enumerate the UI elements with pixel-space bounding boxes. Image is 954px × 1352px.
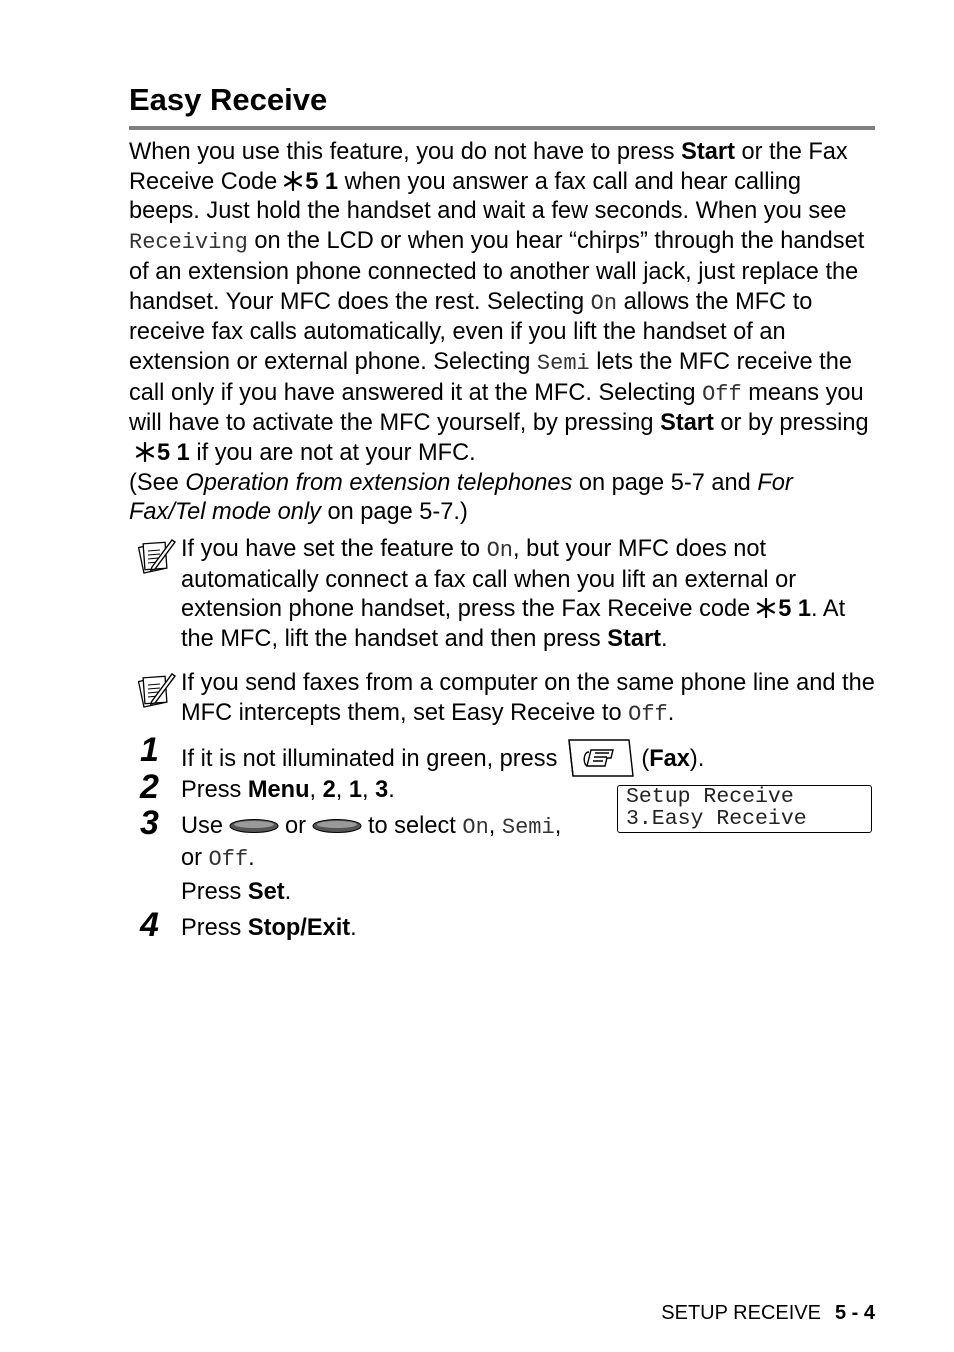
intro-paragraph: When you use this feature, you do not have to press Start or the Fax Receive Code 5 1 when you answer a fax call and hear calling beeps. Just hold the handset and wait a few seconds. When you see Receiving on the LCD or when you hear “chirps” through the handset of an extension phone connected to another wall jack, just replace the handset. Your MFC does the rest. Selecting On allows the MFC to receive fax calls automatically, even if you lift the handset of an extension or external phone. Selecting Semi lets the MFC receive the call only if you have answered it at the MFC. Selecting Off means you will have to activate the MFC yourself, by pressing Start or by pressing5 1 if you are not at your MFC. (See Operation from extension telephones on page 5-7 and For Fax/Tel mode only on page 5-7.)	[129, 139, 869, 526]
option-on: On	[486, 538, 514, 563]
cross-ref-link: For Fax/Tel mode only	[129, 469, 793, 526]
lcd-receiving: Receiving	[129, 230, 248, 256]
step-1: If it is not illuminated in green, press (Fax).	[181, 738, 704, 778]
star-icon	[135, 442, 155, 462]
lcd-line-2: 3.Easy Receive	[626, 807, 807, 831]
option-off: Off	[702, 381, 742, 407]
fax-key-label: Fax	[649, 746, 690, 772]
code-keys: 5 1	[157, 440, 190, 467]
option-on: On	[590, 290, 618, 316]
lcd-display	[617, 785, 872, 833]
down-arrow-key-icon	[312, 818, 362, 834]
fax-key-icon	[567, 738, 635, 778]
page-title: Easy Receive	[129, 80, 875, 130]
step-number: 2	[140, 768, 159, 806]
step-number: 3	[140, 804, 159, 842]
option-semi: Semi	[536, 350, 590, 376]
cross-ref-link: Operation from extension telephones	[185, 469, 573, 496]
stop-exit-key: Stop/Exit	[247, 915, 351, 941]
lcd-line-1: Setup Receive	[626, 785, 794, 809]
step-2: Press Menu, 2, 1, 3.	[181, 777, 395, 803]
step-4: Press Stop/Exit.	[181, 915, 357, 941]
option-on: On	[462, 815, 489, 840]
note-text: If you send faxes from a computer on the same phone line and the MFC intercepts them, set Easy Receive to Off.	[181, 670, 875, 727]
note-pencil-icon	[138, 537, 176, 575]
page-footer	[661, 1300, 875, 1326]
star-icon	[756, 598, 776, 618]
start-key: Start	[660, 410, 714, 437]
option-off: Off	[628, 701, 668, 727]
footer-section: SETUP RECEIVE	[661, 1302, 821, 1324]
start-key: Start	[681, 139, 735, 165]
note-text: If you have set the feature to On, but your MFC does not automatically connect a fax call when you lift an external or extension phone handset, press the Fax Receive code 5 1. At the MFC, lift the handset and then press Start.	[181, 536, 846, 653]
start-key: Start	[607, 626, 661, 653]
note-block	[138, 669, 875, 729]
up-arrow-key-icon	[229, 818, 279, 834]
menu-key: Menu	[247, 777, 310, 803]
note-pencil-icon	[138, 671, 176, 709]
step-number: 4	[140, 906, 159, 944]
code-keys: 5 1	[305, 168, 339, 195]
page-number: 5 - 4	[834, 1302, 875, 1324]
option-semi: Semi	[501, 815, 555, 840]
step-3-press-set: Press Set.	[181, 879, 292, 905]
note-block	[138, 535, 875, 655]
star-icon	[283, 171, 303, 191]
option-off: Off	[208, 847, 249, 872]
step-3: Use or to select On, Semi, or Off.	[181, 813, 562, 872]
set-key: Set	[247, 879, 285, 905]
step-number: 1	[140, 731, 159, 769]
code-keys: 5 1	[778, 596, 812, 623]
